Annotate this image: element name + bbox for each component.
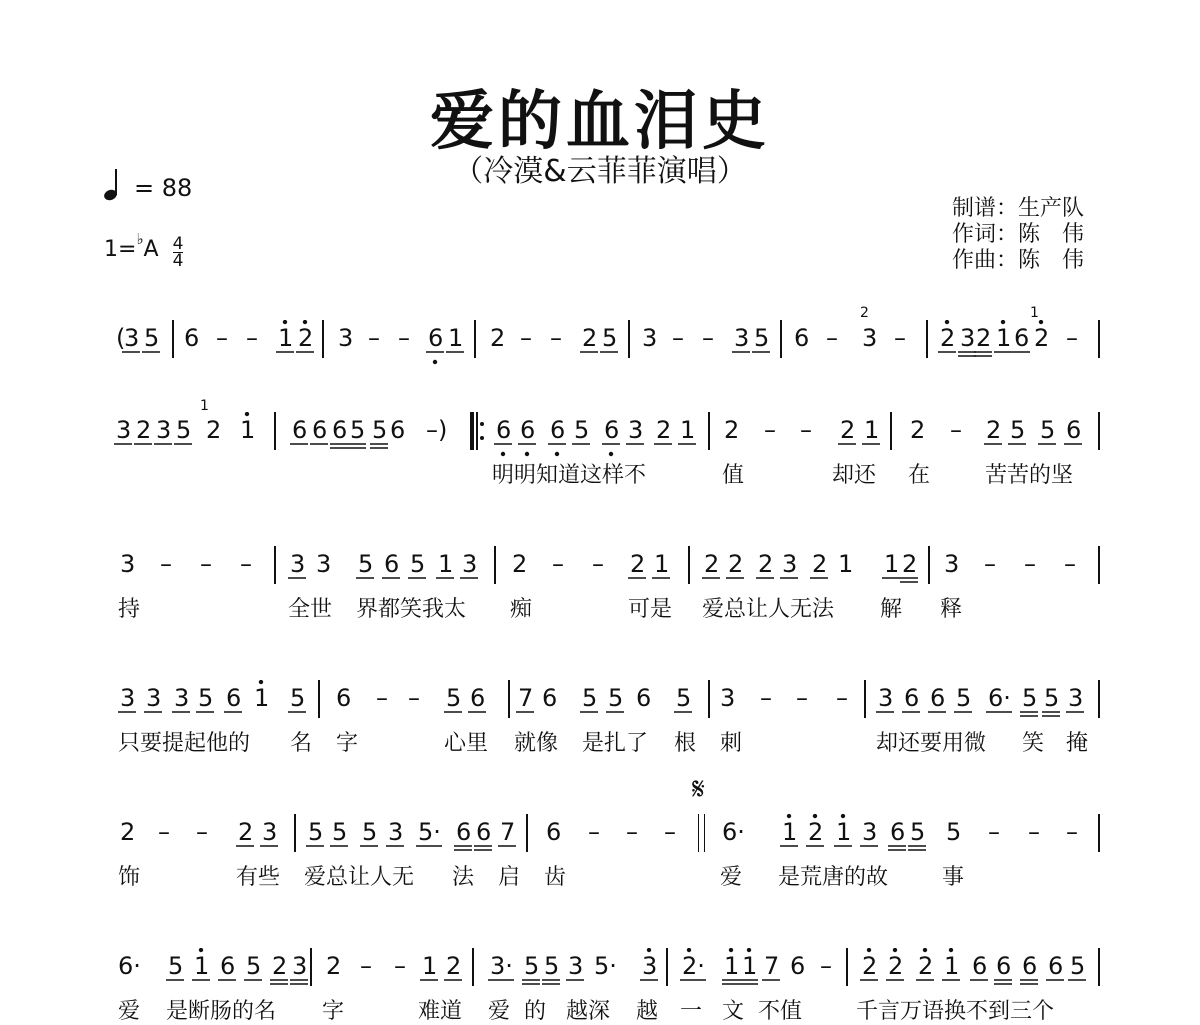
note: 2 bbox=[918, 952, 934, 980]
lyric-word: 明明知道这样不 bbox=[492, 463, 647, 488]
note: – bbox=[588, 818, 600, 846]
note: 6· bbox=[722, 818, 745, 846]
note: 6 bbox=[546, 818, 562, 846]
note: 6 bbox=[794, 324, 810, 352]
note: – bbox=[894, 324, 906, 352]
note: 1 bbox=[278, 324, 294, 352]
lyric-word: 释 bbox=[940, 597, 963, 622]
note: 2· bbox=[682, 952, 705, 980]
staff-row bbox=[0, 680, 1200, 720]
note: 6 bbox=[390, 416, 406, 444]
note: 3 bbox=[120, 550, 136, 578]
note: 5 bbox=[144, 324, 160, 352]
staff-notes bbox=[0, 814, 1200, 860]
lyric-word: 却还 bbox=[832, 463, 877, 488]
note: – bbox=[240, 550, 252, 578]
note: 6 bbox=[336, 684, 352, 712]
note: 6 bbox=[332, 416, 348, 444]
barline bbox=[846, 948, 848, 986]
barline bbox=[172, 320, 174, 358]
note: 1 bbox=[724, 952, 740, 980]
song-subtitle: （冷漠&云菲菲演唱） bbox=[453, 154, 747, 189]
lyric-word: 越深 bbox=[566, 999, 611, 1024]
note: 2 bbox=[888, 952, 904, 980]
note: 6 bbox=[226, 684, 242, 712]
note: – bbox=[1028, 818, 1040, 846]
barline bbox=[688, 546, 690, 584]
lyric-word: 越 bbox=[636, 999, 659, 1024]
note: 5 bbox=[246, 952, 262, 980]
note: 5 bbox=[1070, 952, 1086, 980]
note: 6 bbox=[550, 416, 566, 444]
note: 3 bbox=[262, 818, 278, 846]
note: 1 bbox=[838, 550, 854, 578]
note: 6 bbox=[520, 416, 536, 444]
note: 5 bbox=[362, 818, 378, 846]
lyric-word: 刺 bbox=[720, 731, 743, 756]
note: 3 bbox=[290, 550, 306, 578]
note: 2 bbox=[728, 550, 744, 578]
staff-notes bbox=[0, 680, 1200, 726]
lyric-word: 爱 bbox=[118, 999, 141, 1024]
note: 6 bbox=[384, 550, 400, 578]
lyric-word: 的 bbox=[524, 999, 547, 1024]
note: 6 bbox=[904, 684, 920, 712]
lyrics-row bbox=[0, 458, 1200, 488]
note: 5 bbox=[582, 684, 598, 712]
staff-row bbox=[0, 814, 1200, 854]
staff-notes bbox=[0, 320, 1200, 366]
note: – bbox=[764, 416, 776, 444]
note: 5 bbox=[358, 550, 374, 578]
note: 7 bbox=[500, 818, 516, 846]
lyric-word: 爱 bbox=[488, 999, 511, 1024]
barline bbox=[526, 814, 528, 852]
barline bbox=[926, 320, 928, 358]
note: – bbox=[592, 550, 604, 578]
lyric-word: 笑 bbox=[1022, 731, 1045, 756]
note: 6· bbox=[118, 952, 141, 980]
note: 6 bbox=[542, 684, 558, 712]
note: 5 bbox=[308, 818, 324, 846]
note: 3 bbox=[1068, 684, 1084, 712]
note: – bbox=[408, 684, 420, 712]
note: 2 bbox=[840, 416, 856, 444]
barline bbox=[1098, 948, 1100, 986]
note: –) bbox=[426, 416, 448, 444]
lyric-word: 是扎了 bbox=[582, 731, 649, 756]
lyric-word: 难道 bbox=[418, 999, 463, 1024]
barline bbox=[274, 546, 276, 584]
note: 5 bbox=[1010, 416, 1026, 444]
note: 1 bbox=[836, 818, 852, 846]
lyric-word: 千言万语换不到三个 bbox=[856, 999, 1055, 1024]
staff-notes bbox=[0, 546, 1200, 592]
lyric-word: 界都笑我太 bbox=[356, 597, 467, 622]
note: 3 bbox=[388, 818, 404, 846]
staff-notes bbox=[0, 948, 1200, 994]
note: 6 bbox=[470, 684, 486, 712]
note: 6 bbox=[604, 416, 620, 444]
lyric-word: 解 bbox=[880, 597, 903, 622]
note: 1 bbox=[782, 818, 798, 846]
segno-icon: 𝄋 bbox=[692, 772, 705, 807]
note: – bbox=[950, 416, 962, 444]
note: – bbox=[1066, 324, 1078, 352]
staff-row bbox=[0, 546, 1200, 586]
note: 6 bbox=[636, 684, 652, 712]
note: 6 bbox=[476, 818, 492, 846]
note: 2 bbox=[490, 324, 506, 352]
lyric-word: 根 bbox=[674, 731, 697, 756]
lyrics-row bbox=[0, 860, 1200, 890]
note: 3 bbox=[338, 324, 354, 352]
note: 3 bbox=[146, 684, 162, 712]
lyric-word: 值 bbox=[722, 463, 745, 488]
note: – bbox=[1024, 550, 1036, 578]
note: 3 bbox=[568, 952, 584, 980]
note: 2 bbox=[298, 324, 314, 352]
note: 6 bbox=[972, 952, 988, 980]
note: 7 bbox=[764, 952, 780, 980]
barline bbox=[1098, 814, 1100, 852]
barline bbox=[780, 320, 782, 358]
song-title: 爱的血泪史 bbox=[430, 85, 770, 159]
note: – bbox=[1064, 550, 1076, 578]
note: 3 bbox=[156, 416, 172, 444]
note: 5 bbox=[754, 324, 770, 352]
note: 1 bbox=[680, 416, 696, 444]
lyric-word: 却还要用微 bbox=[876, 731, 987, 756]
lyric-word: 饰 bbox=[118, 865, 141, 890]
note: ( bbox=[116, 324, 126, 352]
note: – bbox=[158, 818, 170, 846]
note: 1 bbox=[254, 684, 270, 712]
note: 3 bbox=[316, 550, 332, 578]
note: 6 bbox=[456, 818, 472, 846]
lyric-word: 启 bbox=[498, 865, 521, 890]
note: 1 bbox=[884, 550, 900, 578]
note: 5 bbox=[1044, 684, 1060, 712]
grace-note: 1 bbox=[200, 398, 209, 414]
note: – bbox=[820, 952, 832, 980]
note: 2 bbox=[630, 550, 646, 578]
note: 1 bbox=[742, 952, 758, 980]
barline bbox=[928, 546, 930, 584]
staff-row bbox=[0, 412, 1200, 452]
note: – bbox=[552, 550, 564, 578]
note: 3 bbox=[734, 324, 750, 352]
note: 3· bbox=[490, 952, 513, 980]
flat-icon: ♭ bbox=[136, 230, 144, 248]
note: 5 bbox=[524, 952, 540, 980]
note: – bbox=[394, 952, 406, 980]
note: – bbox=[626, 818, 638, 846]
note: 2 bbox=[206, 416, 222, 444]
note: 5 bbox=[176, 416, 192, 444]
lyric-word: 苦苦的坚 bbox=[985, 463, 1074, 488]
note: 6 bbox=[1014, 324, 1030, 352]
note: 3 bbox=[174, 684, 190, 712]
barline bbox=[310, 948, 312, 986]
grace-note: 2 bbox=[860, 305, 869, 321]
note: 2 bbox=[1034, 324, 1050, 352]
note: 5 bbox=[544, 952, 560, 980]
note: 1 bbox=[996, 324, 1012, 352]
note: 6 bbox=[1066, 416, 1082, 444]
barline bbox=[474, 320, 476, 358]
note: 1 bbox=[194, 952, 210, 980]
note: 3 bbox=[124, 324, 140, 352]
time-bottom: 4 bbox=[172, 251, 184, 271]
barline bbox=[864, 680, 866, 718]
lyric-word: 名 bbox=[290, 731, 313, 756]
barline bbox=[708, 680, 710, 718]
lyrics-row bbox=[0, 592, 1200, 622]
lyric-word: 齿 bbox=[544, 865, 567, 890]
note: 2 bbox=[902, 550, 918, 578]
note: – bbox=[550, 324, 562, 352]
lyric-word: 是荒唐的故 bbox=[778, 865, 889, 890]
tempo-value: = 88 bbox=[134, 174, 193, 202]
note: 6 bbox=[790, 952, 806, 980]
note: 6 bbox=[890, 818, 906, 846]
note: 5 bbox=[168, 952, 184, 980]
barline bbox=[318, 680, 320, 718]
note: 3 bbox=[116, 416, 132, 444]
note: 5 bbox=[956, 684, 972, 712]
note: 3 bbox=[462, 550, 478, 578]
note: – bbox=[796, 684, 808, 712]
note: 2 bbox=[238, 818, 254, 846]
repeat-start-barline bbox=[470, 412, 482, 450]
note: – bbox=[984, 550, 996, 578]
note: – bbox=[246, 324, 258, 352]
note: 5· bbox=[594, 952, 617, 980]
note: – bbox=[398, 324, 410, 352]
barline bbox=[494, 546, 496, 584]
note: 2 bbox=[862, 952, 878, 980]
note: 5 bbox=[946, 818, 962, 846]
note: 5 bbox=[198, 684, 214, 712]
note: 3 bbox=[782, 550, 798, 578]
staff-row bbox=[0, 320, 1200, 360]
barline bbox=[508, 680, 510, 718]
note: – bbox=[826, 324, 838, 352]
note: 6 bbox=[996, 952, 1012, 980]
note: 1 bbox=[438, 550, 454, 578]
note: 6 bbox=[428, 324, 444, 352]
note: 1 bbox=[864, 416, 880, 444]
note: – bbox=[988, 818, 1000, 846]
note: 5 bbox=[602, 324, 618, 352]
note: 5 bbox=[1040, 416, 1056, 444]
note: 5 bbox=[446, 684, 462, 712]
note: 3 bbox=[862, 818, 878, 846]
barline bbox=[274, 412, 276, 450]
lyrics-row bbox=[0, 994, 1200, 1024]
time-signature bbox=[173, 236, 184, 269]
note: – bbox=[702, 324, 714, 352]
note: 3 bbox=[292, 952, 308, 980]
note: 5 bbox=[372, 416, 388, 444]
note: – bbox=[664, 818, 676, 846]
lyric-word: 法 bbox=[452, 865, 475, 890]
note: 5 bbox=[676, 684, 692, 712]
note: 2 bbox=[512, 550, 528, 578]
note: 7 bbox=[518, 684, 534, 712]
note: 2 bbox=[656, 416, 672, 444]
lyric-word: 不值 bbox=[758, 999, 803, 1024]
note: 6 bbox=[220, 952, 236, 980]
note: – bbox=[200, 550, 212, 578]
note: 5 bbox=[608, 684, 624, 712]
lyric-word: 爱总让人无法 bbox=[702, 597, 835, 622]
note: 6 bbox=[1022, 952, 1038, 980]
note: 3 bbox=[862, 324, 878, 352]
lyric-word: 全世 bbox=[288, 597, 333, 622]
note: 6 bbox=[312, 416, 328, 444]
lyric-word: 一 bbox=[680, 999, 703, 1024]
note: 1 bbox=[448, 324, 464, 352]
note: 2 bbox=[120, 818, 136, 846]
lyric-word: 心里 bbox=[444, 731, 489, 756]
note: 3 bbox=[720, 684, 736, 712]
note: 3 bbox=[878, 684, 894, 712]
tempo-marking bbox=[104, 170, 192, 202]
staff-notes bbox=[0, 412, 1200, 458]
note: 3 bbox=[628, 416, 644, 444]
note: 6 bbox=[1048, 952, 1064, 980]
note: – bbox=[216, 324, 228, 352]
note: 2 bbox=[808, 818, 824, 846]
note: 1 bbox=[240, 416, 256, 444]
barline bbox=[294, 814, 296, 852]
note: 5 bbox=[574, 416, 590, 444]
key-note: A bbox=[143, 237, 159, 262]
quarter-note-icon bbox=[104, 170, 120, 202]
note: 1 bbox=[944, 952, 960, 980]
note: 5 bbox=[910, 818, 926, 846]
barline bbox=[1098, 320, 1100, 358]
barline bbox=[472, 948, 474, 986]
lyric-word: 可是 bbox=[628, 597, 673, 622]
note: 5 bbox=[332, 818, 348, 846]
lyric-word: 就像 bbox=[514, 731, 559, 756]
note: – bbox=[836, 684, 848, 712]
note: 2 bbox=[910, 416, 926, 444]
note: 6 bbox=[184, 324, 200, 352]
barline bbox=[628, 320, 630, 358]
time-top: 4 bbox=[172, 234, 184, 254]
credit-lyricist: 作词：陈 伟 bbox=[952, 222, 1085, 247]
note: 2 bbox=[272, 952, 288, 980]
note: 6 bbox=[930, 684, 946, 712]
barline bbox=[1098, 680, 1100, 718]
note: 2 bbox=[976, 324, 992, 352]
barline bbox=[890, 412, 892, 450]
note: 2 bbox=[986, 416, 1002, 444]
grace-note: 1 bbox=[1030, 305, 1039, 321]
credit-notation: 制谱：生产队 bbox=[952, 196, 1085, 221]
lyric-word: 爱 bbox=[720, 865, 743, 890]
credit-composer: 作曲：陈 伟 bbox=[952, 248, 1085, 273]
lyric-word: 事 bbox=[942, 865, 965, 890]
note: 3 bbox=[642, 324, 658, 352]
note: 3 bbox=[120, 684, 136, 712]
note: – bbox=[360, 952, 372, 980]
note: 2 bbox=[812, 550, 828, 578]
lyric-word: 是断肠的名 bbox=[166, 999, 277, 1024]
double-barline bbox=[698, 814, 705, 852]
barline bbox=[708, 412, 710, 450]
note: 5 bbox=[410, 550, 426, 578]
note: 2 bbox=[582, 324, 598, 352]
lyric-word: 在 bbox=[908, 463, 931, 488]
lyric-word: 字 bbox=[322, 999, 345, 1024]
key-prefix: 1= bbox=[104, 237, 137, 262]
note: – bbox=[520, 324, 532, 352]
note: 3 bbox=[960, 324, 976, 352]
barline bbox=[322, 320, 324, 358]
note: 1 bbox=[422, 952, 438, 980]
note: 3 bbox=[642, 952, 658, 980]
barline bbox=[666, 948, 668, 986]
note: 6 bbox=[496, 416, 512, 444]
note: 5 bbox=[1022, 684, 1038, 712]
note: 2 bbox=[326, 952, 342, 980]
note: 2 bbox=[446, 952, 462, 980]
credits bbox=[952, 196, 1084, 274]
note: 2 bbox=[758, 550, 774, 578]
note: – bbox=[760, 684, 772, 712]
note: – bbox=[368, 324, 380, 352]
note: 5 bbox=[350, 416, 366, 444]
lyric-word: 掩 bbox=[1066, 731, 1089, 756]
note: – bbox=[800, 416, 812, 444]
note: 2 bbox=[940, 324, 956, 352]
lyric-word: 持 bbox=[118, 597, 141, 622]
staff-row bbox=[0, 948, 1200, 988]
barline bbox=[1098, 412, 1100, 450]
note: – bbox=[160, 550, 172, 578]
note: – bbox=[376, 684, 388, 712]
note: 6· bbox=[988, 684, 1011, 712]
lyrics-row bbox=[0, 726, 1200, 756]
note: 5 bbox=[290, 684, 306, 712]
note: 2 bbox=[724, 416, 740, 444]
lyric-word: 痴 bbox=[510, 597, 533, 622]
note: 3 bbox=[944, 550, 960, 578]
note: – bbox=[196, 818, 208, 846]
lyric-word: 只要提起他的 bbox=[118, 731, 251, 756]
note: 5· bbox=[418, 818, 441, 846]
note: – bbox=[1066, 818, 1078, 846]
lyric-word: 有些 bbox=[236, 865, 281, 890]
lyric-word: 字 bbox=[336, 731, 359, 756]
note: 1 bbox=[654, 550, 670, 578]
key-signature bbox=[104, 230, 184, 271]
note: – bbox=[672, 324, 684, 352]
lyric-word: 文 bbox=[722, 999, 745, 1024]
note: 2 bbox=[136, 416, 152, 444]
lyric-word: 爱总让人无 bbox=[304, 865, 415, 890]
note: 6 bbox=[292, 416, 308, 444]
note: 2 bbox=[704, 550, 720, 578]
barline bbox=[1098, 546, 1100, 584]
